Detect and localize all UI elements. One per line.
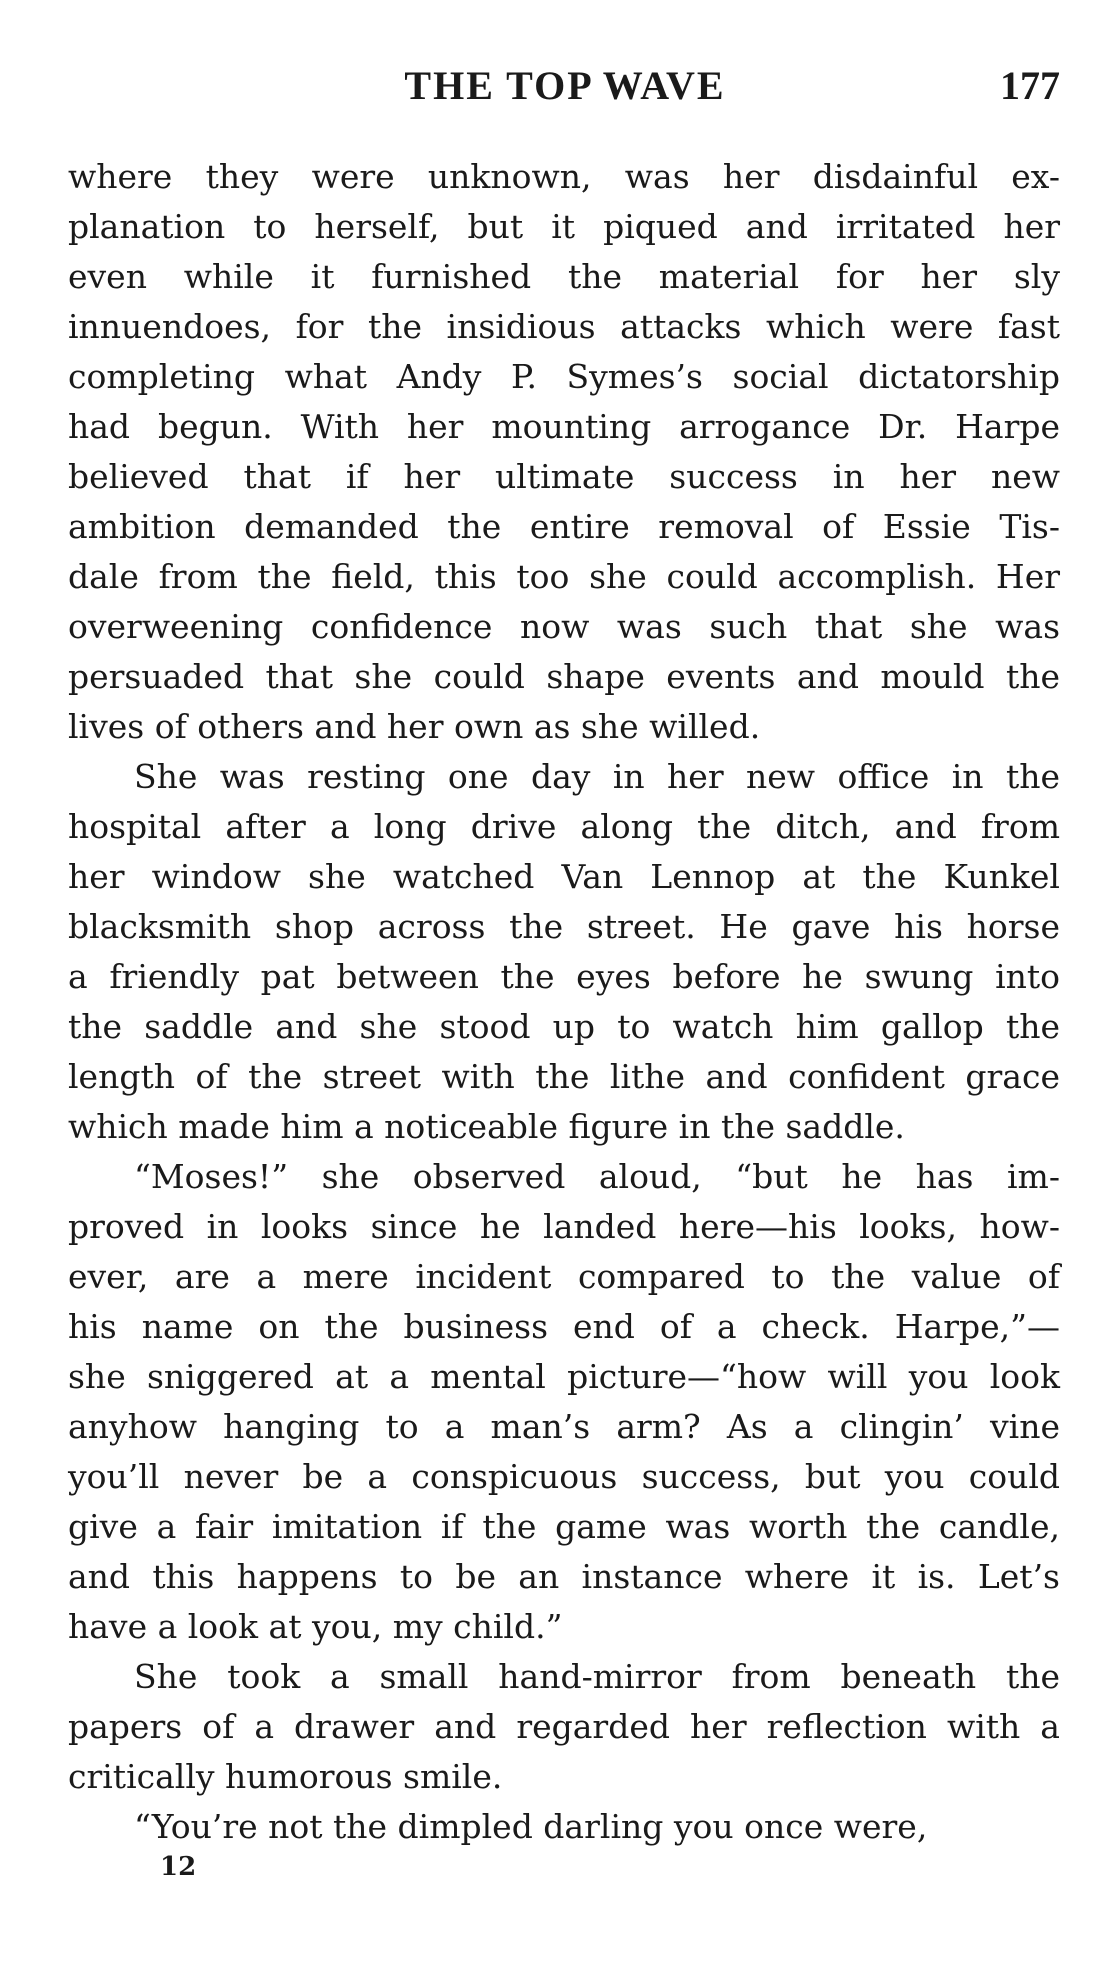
text-line: papers of a drawer and regarded her reflection with a	[68, 1707, 1060, 1746]
text-line: a friendly pat between the eyes before he swung into	[68, 957, 1060, 996]
text-line: innuendoes, for the insidious attacks which were fast	[68, 307, 1060, 346]
text-line: ever, are a mere incident compared to the value of	[68, 1257, 1060, 1296]
text-line: length of the street with the lithe and confident grace	[68, 1057, 1060, 1096]
text-line: had begun. With her mounting arrogance Dr. Harpe	[68, 407, 1060, 446]
text-line: anyhow hanging to a man’s arm? As a clingin’ vine	[68, 1407, 1060, 1446]
paragraph-end-line: lives of others and her own as she willed.	[68, 707, 761, 746]
paragraph-end-line: critically humorous smile.	[68, 1757, 503, 1796]
text-line: overweening confidence now was such that she was	[68, 607, 1060, 646]
paragraph-end-line: which made him a noticeable figure in the saddle.	[68, 1107, 905, 1146]
text-line: even while it furnished the material for her sly	[68, 257, 1060, 296]
text-line: she sniggered at a mental picture—“how will you look	[68, 1357, 1060, 1396]
text-line: her window she watched Van Lennop at the Kunkel	[68, 857, 1060, 896]
paragraph-end-line: have a look at you, my child.”	[68, 1607, 563, 1646]
running-title: THE TOP WAVE	[404, 63, 726, 108]
text-line: and this happens to be an instance where it is. Let’s	[68, 1557, 1060, 1596]
signature-mark: 12	[160, 1852, 197, 1882]
page-number: 177	[1000, 63, 1060, 108]
text-line: blacksmith shop across the street. He gave his horse	[68, 907, 1060, 946]
text-line: proved in looks since he landed here—his looks, how-	[68, 1207, 1060, 1246]
text-line: his name on the business end of a check. Harpe,”—	[68, 1307, 1060, 1346]
paragraph-start-line: “You’re not the dimpled darling you once were,	[134, 1807, 928, 1846]
text-line: persuaded that she could shape events and mould the	[68, 657, 1060, 696]
text-line: completing what Andy P. Symes’s social dictatorship	[68, 357, 1060, 396]
text-line: ambition demanded the entire removal of Essie Tis-	[68, 507, 1060, 546]
text-line: you’ll never be a conspicuous success, but you could	[68, 1457, 1060, 1496]
text-line: planation to herself, but it piqued and irritated her	[68, 207, 1060, 246]
text-line: give a fair imitation if the game was worth the candle,	[68, 1507, 1060, 1546]
paragraph-start-line: She was resting one day in her new office in the	[134, 757, 1060, 796]
text-line: dale from the field, this too she could accomplish. Her	[68, 557, 1060, 596]
text-line: hospital after a long drive along the ditch, and from	[68, 807, 1060, 846]
text-line: believed that if her ultimate success in her new	[68, 457, 1060, 496]
running-head	[70, 62, 1060, 112]
body-text	[68, 152, 1060, 1852]
text-line: where they were unknown, was her disdainful ex-	[68, 157, 1060, 196]
paragraph-start-line: She took a small hand-mirror from beneath the	[134, 1657, 1060, 1696]
paragraph-start-line: “Moses!” she observed aloud, “but he has im-	[134, 1157, 1060, 1196]
text-line: the saddle and she stood up to watch him gallop the	[68, 1007, 1060, 1046]
